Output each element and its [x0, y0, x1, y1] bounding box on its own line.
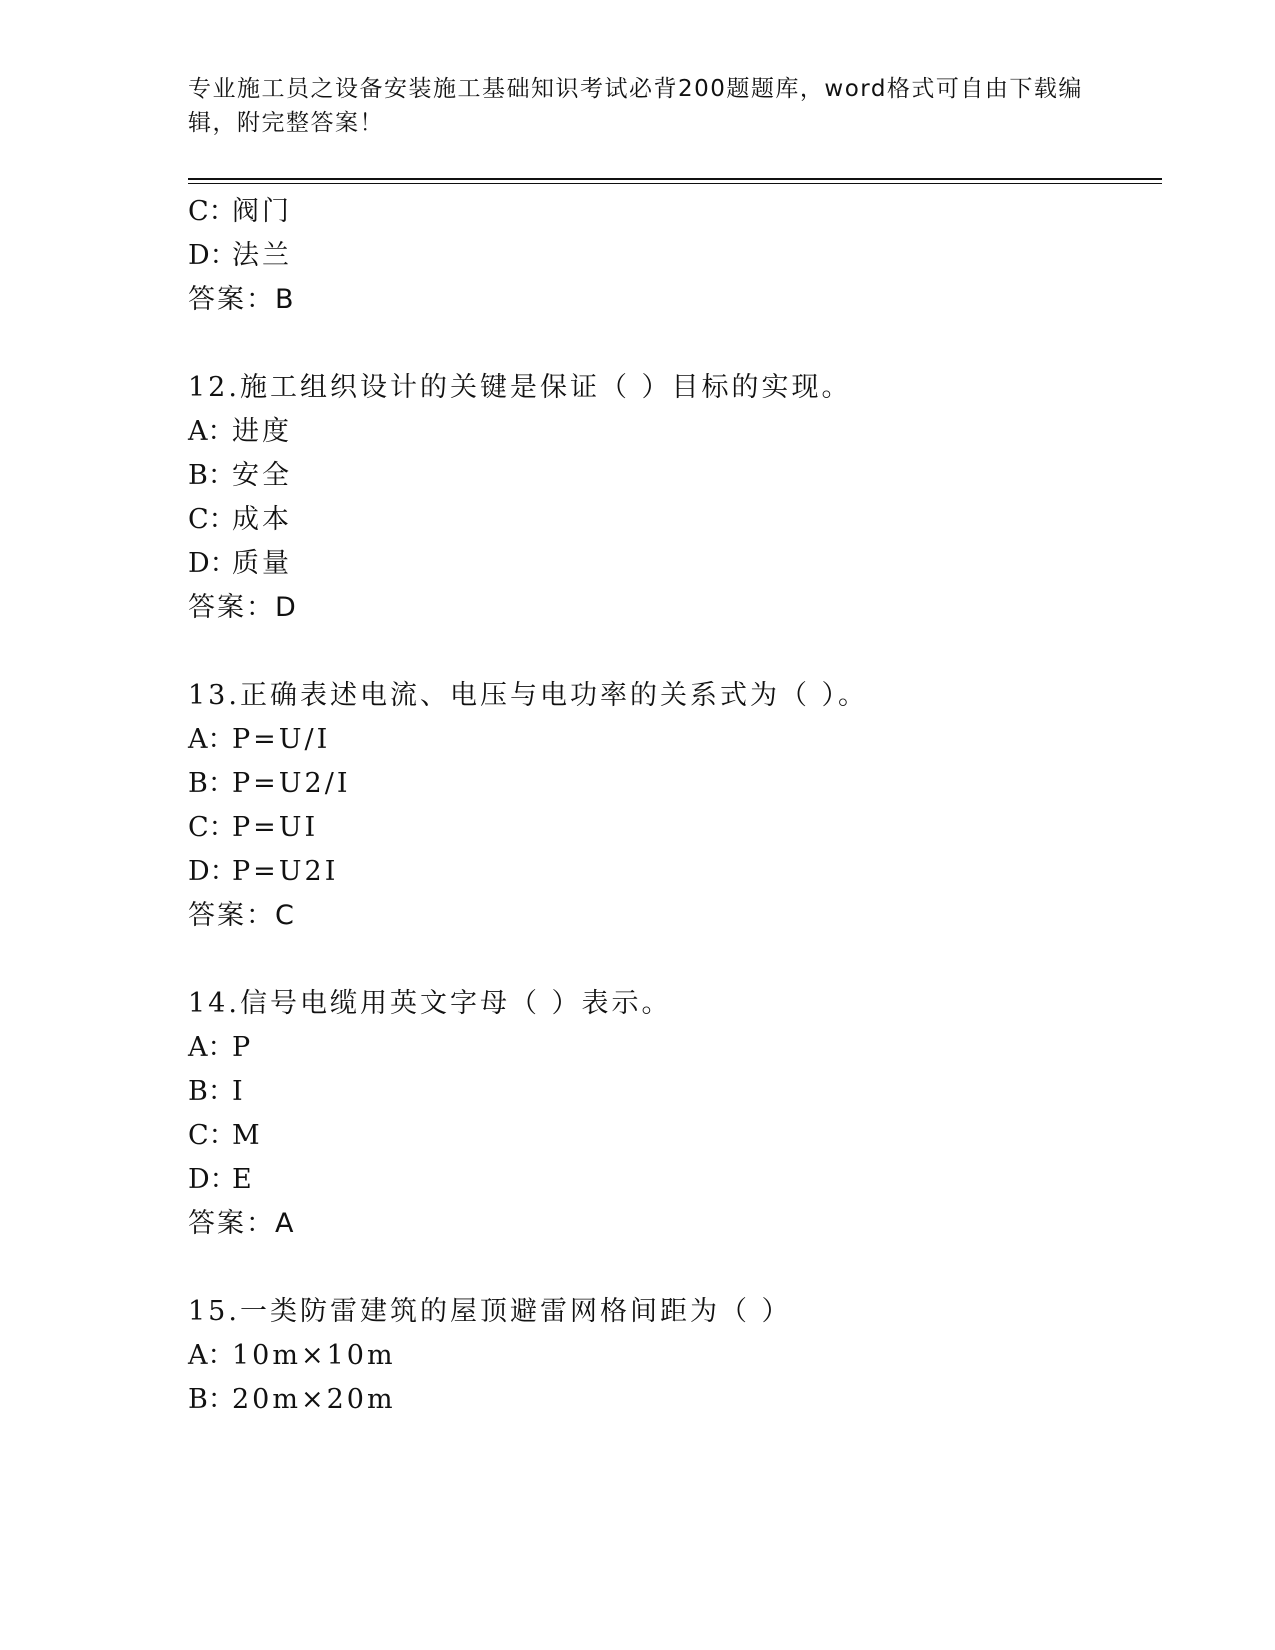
answer-option — [188, 504, 292, 536]
answer-key: 答案：C — [188, 900, 296, 931]
answer-option — [188, 460, 292, 492]
option-label: D： — [188, 856, 237, 887]
answer-key: 答案：D — [188, 592, 298, 623]
option-label: C： — [188, 812, 236, 843]
option-label: B： — [188, 1384, 235, 1415]
option-label: B： — [188, 460, 235, 491]
answer-option — [188, 1032, 253, 1064]
header-divider-thin — [188, 183, 1162, 184]
option-label: C： — [188, 504, 236, 535]
option-text: P=U2I — [232, 856, 339, 887]
answer-option — [188, 1340, 396, 1372]
option-label: C： — [188, 196, 236, 227]
answer-option — [188, 416, 292, 448]
question-stem: 14.信号电缆用英文字母（ ）表示。 — [188, 988, 672, 1019]
option-label: A： — [188, 1340, 235, 1371]
option-text: 安全 — [232, 460, 292, 491]
option-text: E — [232, 1164, 255, 1195]
option-text: P — [232, 1032, 254, 1063]
option-text: P=U/I — [232, 724, 331, 755]
answer-option — [188, 1164, 255, 1196]
answer-option — [188, 1120, 263, 1152]
answer-option — [188, 856, 338, 888]
option-text: P=U2/I — [232, 768, 351, 799]
question-stem: 12.施工组织设计的关键是保证（ ）目标的实现。 — [188, 372, 852, 403]
answer-key: 答案：B — [188, 284, 296, 315]
option-text: 质量 — [232, 548, 292, 579]
option-text: P=UI — [232, 812, 319, 843]
option-text: 10m×10m — [232, 1340, 396, 1371]
option-label: B： — [188, 768, 235, 799]
option-text: 阀门 — [232, 196, 292, 227]
answer-option — [188, 812, 318, 844]
option-label: A： — [188, 1032, 235, 1063]
header-divider-thick — [188, 178, 1162, 180]
answer-option — [188, 240, 292, 272]
option-label: C： — [188, 1120, 236, 1151]
answer-option — [188, 768, 351, 800]
question-stem: 15.一类防雷建筑的屋顶避雷网格间距为（ ） — [188, 1296, 792, 1327]
option-label: D： — [188, 240, 237, 271]
option-label: A： — [188, 416, 235, 447]
option-text: 20m×20m — [232, 1384, 396, 1415]
answer-option — [188, 724, 330, 756]
answer-option — [188, 548, 292, 580]
option-label: A： — [188, 724, 235, 755]
answer-option — [188, 1384, 396, 1416]
question-stem: 13.正确表述电流、电压与电功率的关系式为（ ）。 — [188, 680, 869, 711]
option-label: D： — [188, 1164, 237, 1195]
option-text: M — [232, 1120, 263, 1151]
answer-key: 答案：A — [188, 1208, 296, 1239]
option-text: 成本 — [232, 504, 292, 535]
option-text: I — [232, 1076, 246, 1107]
option-label: B： — [188, 1076, 235, 1107]
answer-option — [188, 1076, 246, 1108]
option-text: 进度 — [232, 416, 292, 447]
option-text: 法兰 — [232, 240, 292, 271]
document-header-title: 专业施工员之设备安装施工基础知识考试必背200题题库，word格式可自由下载编辑，附完整答案！ — [188, 76, 1083, 136]
answer-option — [188, 196, 292, 228]
option-label: D： — [188, 548, 237, 579]
